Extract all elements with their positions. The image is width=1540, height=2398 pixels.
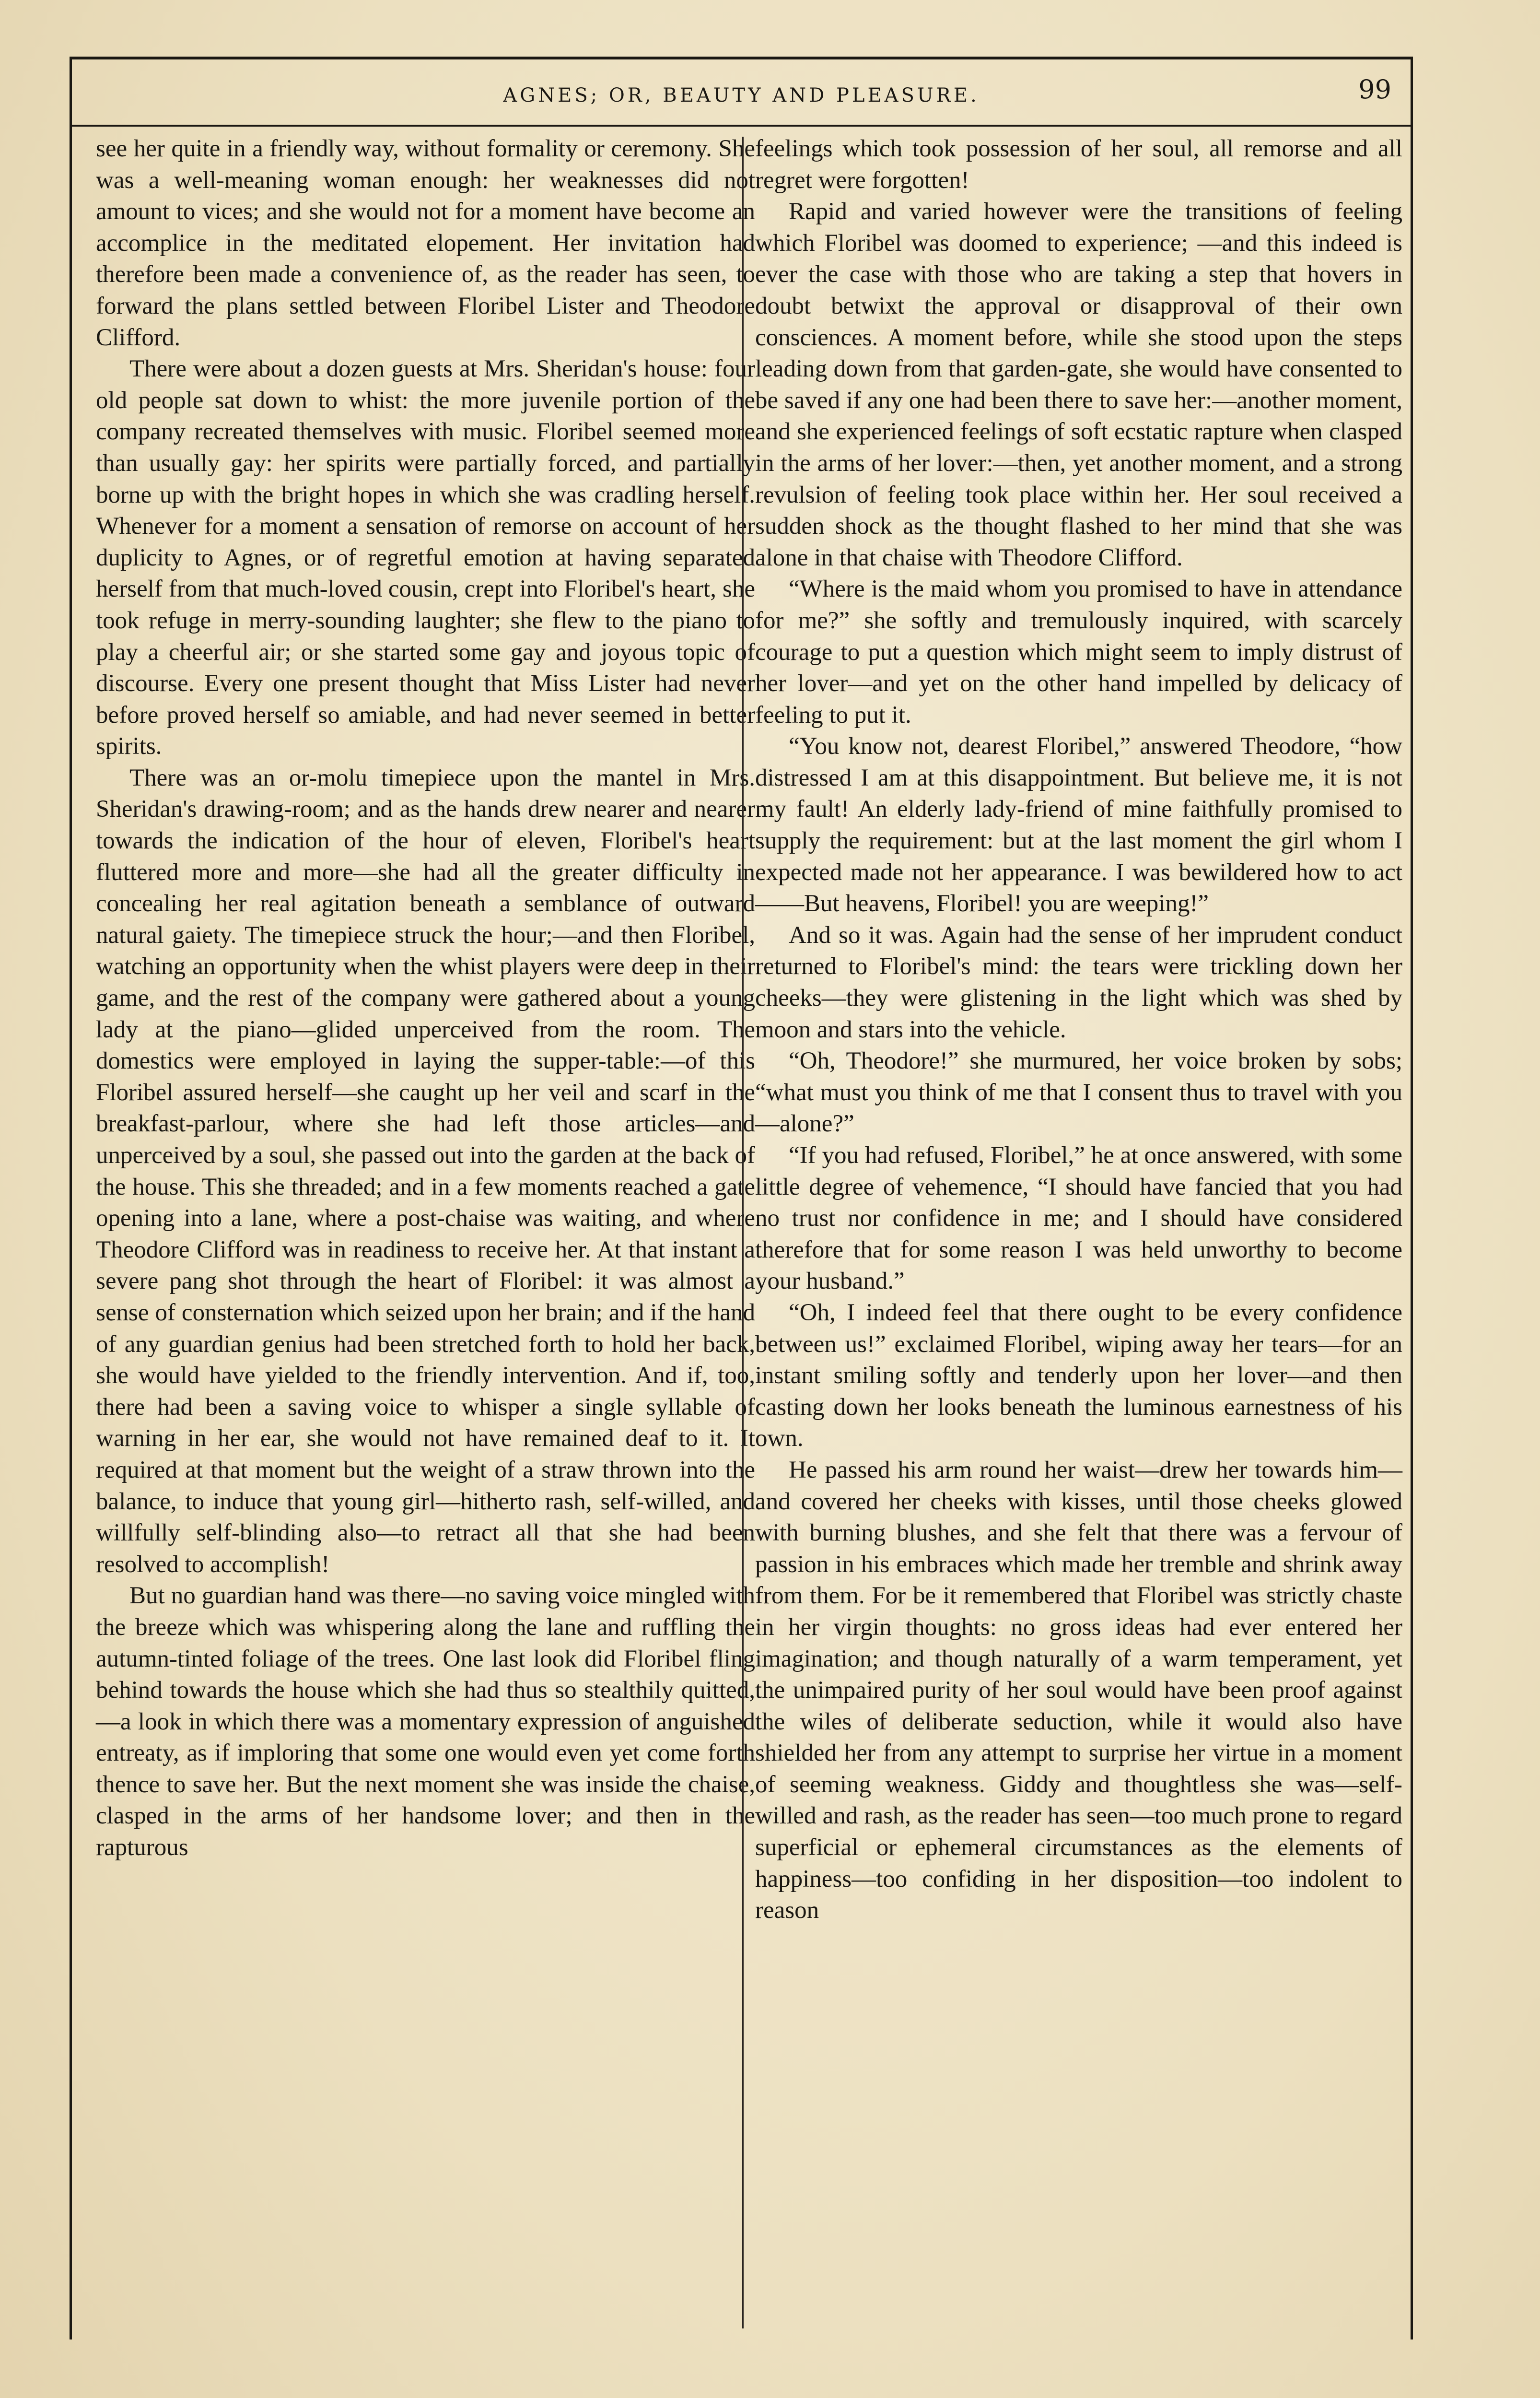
paragraph: “Oh, I indeed feel that there ought to be every confidence between us!” exclaimed Floribel, wiping away her tears—for an instant smiling softly and tenderly upon her lover—and then casting down her looks beneath the luminous earnestness of his own. bbox=[755, 1299, 1402, 1452]
left-border-rule bbox=[70, 57, 72, 2339]
page-number: 99 bbox=[1358, 74, 1391, 105]
paragraph: Rapid and varied however were the transitions of feeling which Floribel was doomed to experience; —and this indeed is ever the case with those who are taking a step that hovers in doubt betwixt the approval or disapproval of their own consciences. A moment before, while she stood upon the steps leading down from that garden-gate, she would have consented to be saved if any one had been there to save her:—another moment, and she experienced feelings of soft ecstatic rapture when clasped in the arms of her lover:—then, yet another moment, and a strong revulsion of feeling took place within her. Her soul received a sudden shock as the thought flashed to her mind that she was alone in that chaise with Theodore Clifford. bbox=[755, 198, 1402, 571]
paragraph: And so it was. Again had the sense of her imprudent conduct returned to Floribel's mind: the tears were trickling down her cheeks—they were glistening in the light which was shed by moon and stars into the vehicle. bbox=[755, 921, 1402, 1043]
paragraph: “If you had refused, Floribel,” he at once answered, with some little degree of vehemence, “I should have fancied that you had no trust nor confidence in me; and I should have considered therefore that for some reason I was held unworthy to become your husband.” bbox=[755, 1142, 1402, 1295]
top-border-rule bbox=[70, 57, 1413, 59]
running-title: AGNES; OR, BEAUTY AND PLEASURE. bbox=[503, 84, 980, 106]
paragraph: But no guardian hand was there—no saving voice mingled with the breeze which was whispering along the lane and ruffling the autumn-tinted foliage of the trees. One last look did Floribel fling behind towards the house which she had thus so stealthily quitted,—a look in which there was a momentary expression of anguished entreaty, as if imploring that some one would even yet come forth thence to save her. But the next moment she was inside the chaise, clasped in the arms of her handsome lover; and then in the rapturous bbox=[96, 1582, 755, 1861]
paragraph: “You know not, dearest Floribel,” answered Theodore, “how distressed I am at this disappointment. But believe me, it is not my fault! An elderly lady-friend of mine faithfully promised to supply the requirement: but at the last moment the girl whom I expected made not her appearance. I was bewildered how to act——But heavens, Floribel! you are weeping!” bbox=[755, 733, 1402, 917]
paragraph: “Where is the maid whom you promised to have in attendance for me?” she softly and tremulously inquired, with scarcely courage to put a question which might seem to imply distrust of her lover—and yet on the other hand impelled by delicacy of feeling to put it. bbox=[755, 576, 1402, 729]
paragraph: see her quite in a friendly way, without formality or ceremony. She was a well-meaning woman enough: her weaknesses did not amount to vices; and she would not for a moment have become an accomplice in the meditated elopement. Her invitation had therefore been made a convenience of, as the reader has seen, to forward the plans settled between Floribel Lister and Theodore Clifford. bbox=[96, 135, 755, 351]
column-divider bbox=[742, 137, 744, 2328]
left-column bbox=[96, 133, 755, 1864]
paragraph: There was an or-molu timepiece upon the mantel in Mrs. Sheridan's drawing-room; and as the hands drew nearer and nearer towards the indication of the hour of eleven, Floribel's heart fluttered more and more—she had all the greater difficulty in concealing her real agitation beneath a semblance of outward natural gaiety. The timepiece struck the hour;—and then Floribel, watching an opportunity when the whist players were deep in their game, and the rest of the company were gathered about a young lady at the piano—glided unperceived from the room. The domestics were employed in laying the supper-table:—of this Floribel assured herself—she caught up her veil and scarf in the breakfast-parlour, where she had left those articles—and unperceived by a soul, she passed out into the garden at the back of the house. This she threaded; and in a few moments reached a gate opening into a lane, where a post-chaise was waiting, and where Theodore Clifford was in readiness to receive her. At that instant a severe pang shot through the heart of Floribel: it was almost a sense of consternation which seized upon her brain; and if the hand of any guardian genius had been stretched forth to hold her back, she would have yielded to the friendly intervention. And if, too, there had been a saving voice to whisper a single syllable of warning in her ear, she would not have remained deaf to it. It required at that moment but the weight of a straw thrown into the balance, to induce that young girl—hitherto rash, self-willed, and willfully self-blinding also—to retract all that she had been resolved to accomplish! bbox=[96, 764, 755, 1578]
paragraph: feelings which took possession of her soul, all remorse and all regret were forgotten! bbox=[755, 135, 1402, 194]
paragraph: He passed his arm round her waist—drew her towards him—and covered her cheeks with kisses, until those cheeks glowed with burning blushes, and she felt that there was a fervour of passion in his embraces which made her tremble and shrink away from them. For be it remembered that Floribel was strictly chaste in her virgin thoughts: no gross ideas had ever entered her imagination; and though naturally of a warm temperament, yet the unimpaired purity of her soul would have been proof against the wiles of deliberate seduction, while it would also have shielded her from any attempt to surprise her virtue in a moment of seeming weakness. Giddy and thoughtless she was—self-willed and rash, as the reader has seen—too much prone to regard superficial or ephemeral circumstances as the elements of happiness—too confiding in her disposition—too indolent to reason bbox=[755, 1456, 1402, 1924]
paragraph: There were about a dozen guests at Mrs. Sheridan's house: four old people sat down to whist: the more juvenile portion of the company recreated themselves with music. Floribel seemed more than usually gay: her spirits were partially forced, and partially borne up with the bright hopes in which she was cradling herself. Whenever for a moment a sensation of remorse on account of her duplicity to Agnes, or of regretful emotion at having separated herself from that much-loved cousin, crept into Floribel's heart, she took refuge in merry-sounding laughter; she flew to the piano to play a cheerful air; or she started some gay and joyous topic of discourse. Every one present thought that Miss Lister had never before proved herself so amiable, and had never seemed in better spirits. bbox=[96, 355, 755, 760]
right-column bbox=[755, 133, 1402, 1927]
paragraph: “Oh, Theodore!” she murmured, her voice broken by sobs; “what must you think of me that I consent thus to travel with you—alone?” bbox=[755, 1047, 1402, 1138]
right-border-rule bbox=[1411, 57, 1413, 2339]
header-rule bbox=[70, 125, 1413, 127]
